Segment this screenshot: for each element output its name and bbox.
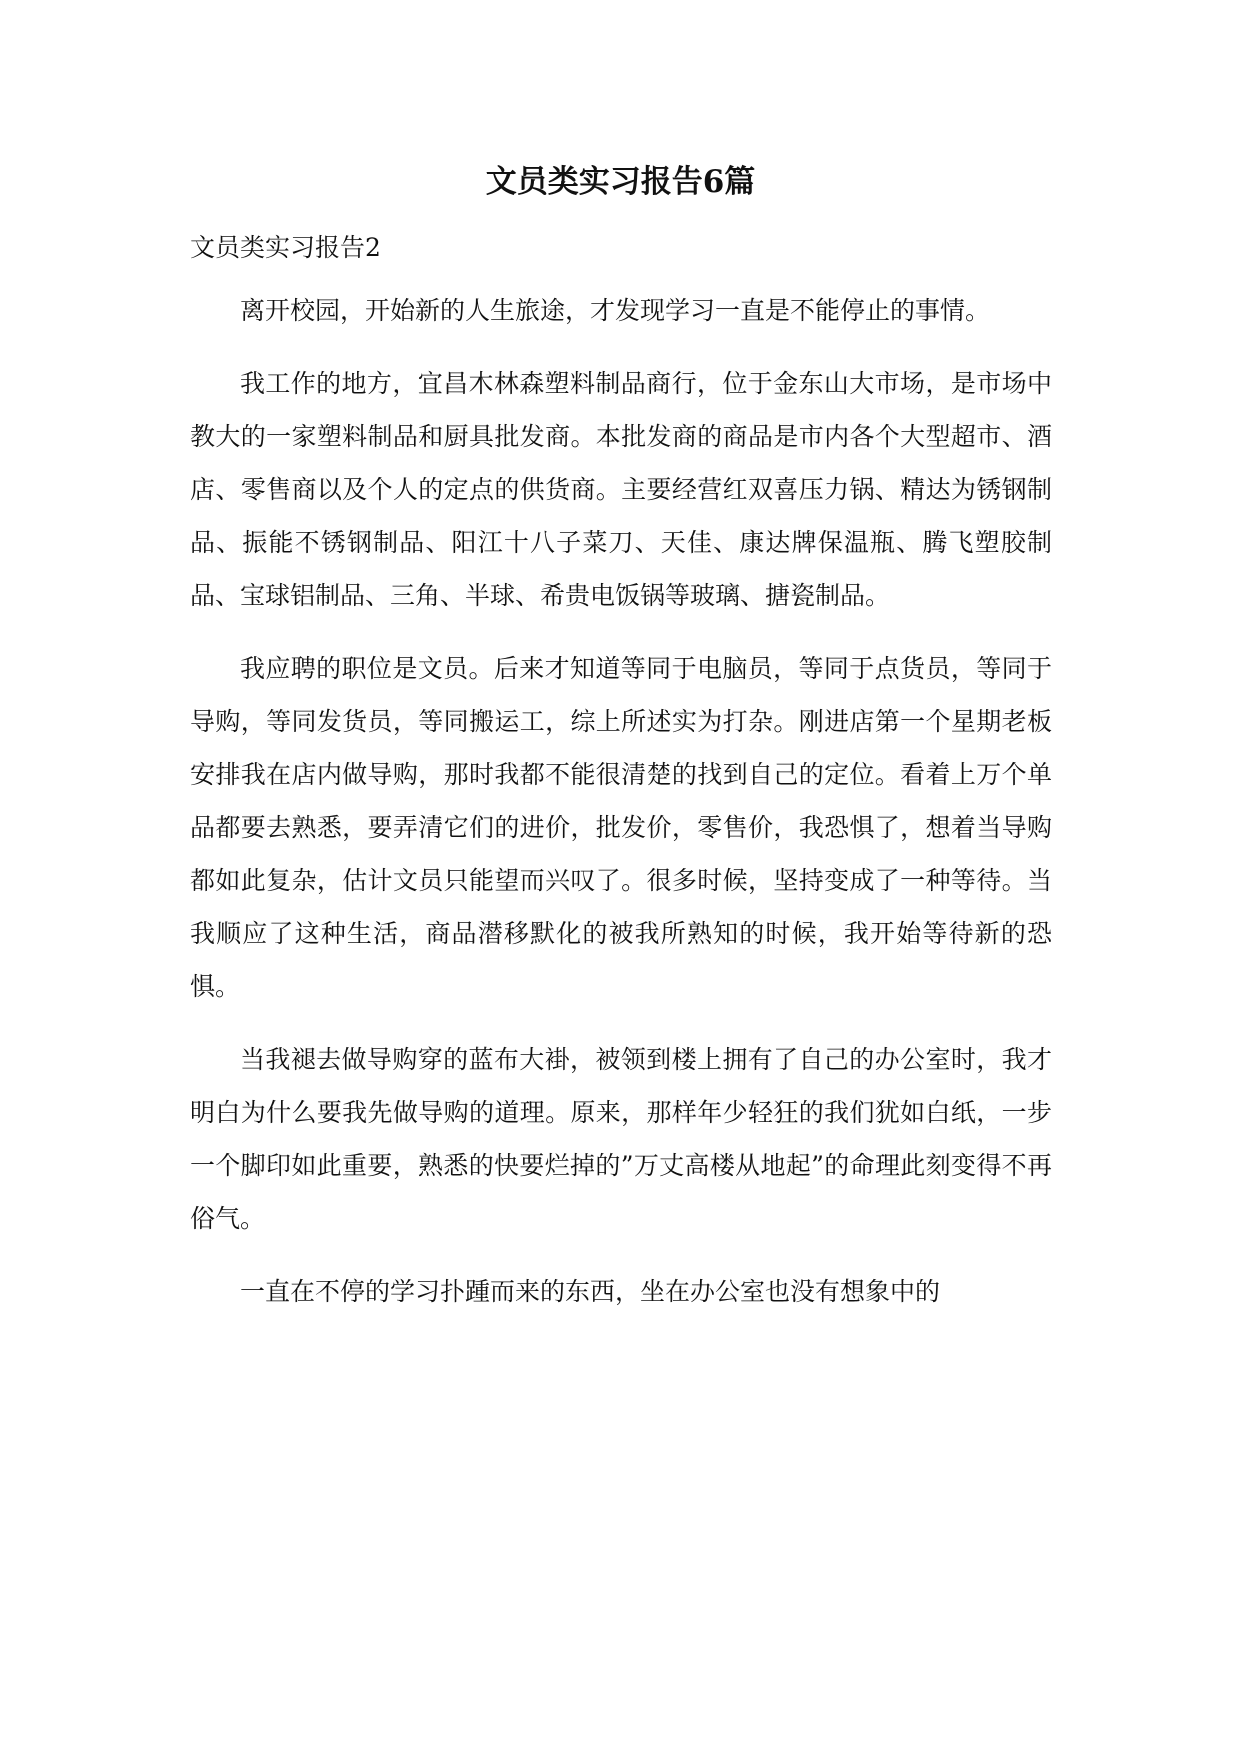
paragraph: 离开校园，开始新的人生旅途，才发现学习一直是不能停止的事情。 xyxy=(240,296,991,325)
paragraph: 我工作的地方，宜昌木林森塑料制品商行，位于金东山大市场，是市场中教大的一家塑料制品和厨具批发商。本批发商的商品是市内各个大型超市、酒店、零售商以及个人的定点的供货商。主要经营红双喜压力锅、精达为锈钢制品、振能不锈钢制品、阳江十八子菜刀、天佳、康达牌保温瓶、腾飞塑胶制品、宝球铝制品、三角、半球、希贵电饭锅等玻璃、搪瓷制品。 xyxy=(190,369,1052,610)
document-title: 文员类实习报告6篇 xyxy=(485,164,756,200)
paragraph: 一直在不停的学习扑踵而来的东西，坐在办公室也没有想象中的 xyxy=(240,1277,941,1306)
paragraph: 我应聘的职位是文员。后来才知道等同于电脑员，等同于点货员，等同于导购，等同发货员，等同搬运工，综上所述实为打杂。刚进店第一个星期老板安排我在店内做导购，那时我都不能很清楚的找到自己的定位。看着上万个单品都要去熟悉，要弄清它们的进价，批发价，零售价，我恐惧了，想着当导购都如此复杂，估计文员只能望而兴叹了。很多时候，坚持变成了一种等待。当我顺应了这种生活，商品潜移默化的被我所熟知的时候，我开始等待新的恐惧。 xyxy=(190,654,1052,1001)
body-text xyxy=(190,284,1052,1338)
section-heading: 文员类实习报告2 xyxy=(190,233,381,262)
paragraph: 当我褪去做导购穿的蓝布大褂，被领到楼上拥有了自己的办公室时，我才明白为什么要我先做导购的道理。原来，那样年少轻狂的我们犹如白纸，一步一个脚印如此重要，熟悉的快要烂掉的”万丈高楼从地起”的命理此刻变得不再俗气。 xyxy=(190,1045,1052,1233)
